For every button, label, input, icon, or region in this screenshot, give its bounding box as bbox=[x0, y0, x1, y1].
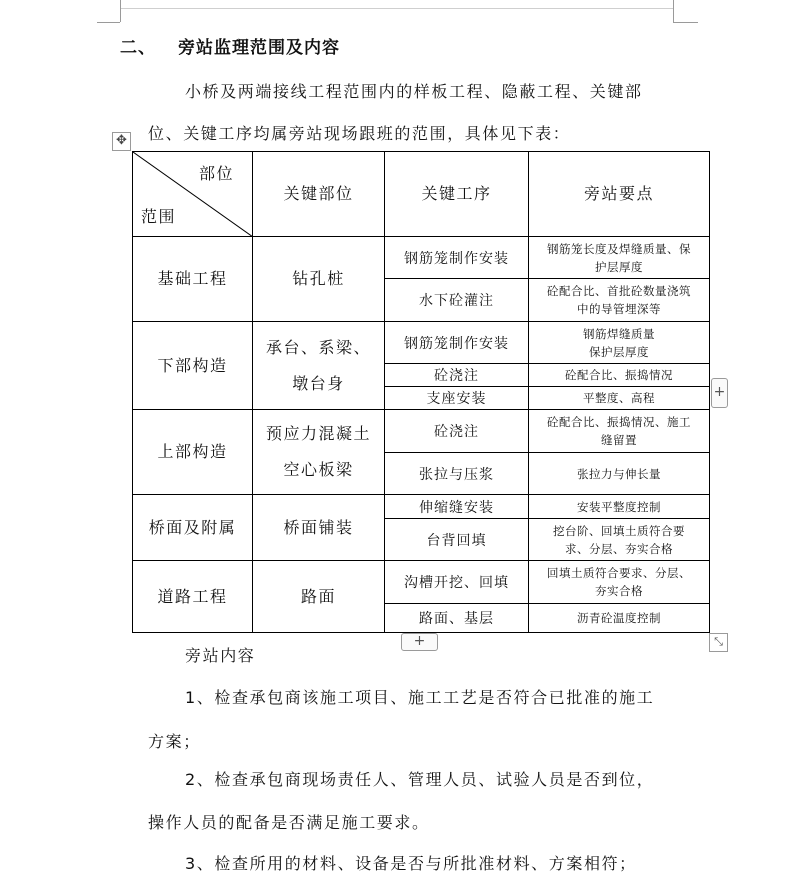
scope-cell: 基础工程 bbox=[133, 237, 253, 322]
part-cell: 桥面铺装 bbox=[253, 495, 385, 561]
points-line: 缝留置 bbox=[601, 433, 637, 447]
points-cell bbox=[529, 519, 710, 561]
points-line: 挖台阶、回填土质符合要 bbox=[553, 523, 685, 538]
points-line: 钢筋笼长度及焊缝质量、保 bbox=[547, 241, 691, 256]
process-cell: 钢筋笼制作安装 bbox=[385, 237, 529, 279]
table-row bbox=[133, 561, 710, 604]
points-cell: 沥青砼温度控制 bbox=[529, 604, 710, 633]
process-cell: 砼浇注 bbox=[385, 410, 529, 453]
part-line: 空心板梁 bbox=[283, 460, 354, 479]
process-cell: 沟槽开挖、回填 bbox=[385, 561, 529, 604]
plus-icon: + bbox=[713, 384, 726, 400]
scope-cell: 桥面及附属 bbox=[133, 495, 253, 561]
points-cell bbox=[529, 322, 710, 364]
part-cell bbox=[253, 322, 385, 410]
points-line: 夯实合格 bbox=[595, 584, 643, 598]
content-title: 旁站内容 bbox=[185, 646, 256, 665]
page-top-rule bbox=[120, 8, 673, 9]
process-cell: 台背回填 bbox=[385, 519, 529, 561]
part-cell bbox=[253, 410, 385, 495]
diagonal-header-cell bbox=[133, 152, 253, 237]
header-points: 旁站要点 bbox=[529, 152, 710, 237]
plus-icon: + bbox=[413, 633, 426, 649]
points-line: 砼配合比、振捣情况、施工 bbox=[547, 415, 691, 429]
part-cell: 钻孔桩 bbox=[253, 237, 385, 322]
points-line: 保护层厚度 bbox=[589, 344, 649, 359]
section-heading bbox=[120, 33, 340, 58]
scope-cell: 下部构造 bbox=[133, 322, 253, 410]
points-cell bbox=[529, 410, 710, 453]
add-column-button[interactable] bbox=[711, 378, 728, 408]
table-row bbox=[133, 237, 710, 279]
resize-glyph: ⤡ bbox=[714, 635, 723, 648]
intro-line-2: 位、关键工序均属旁站现场跟班的范围，具体见下表： bbox=[148, 124, 571, 143]
intro-line-1: 小桥及两端接线工程范围内的样板工程、隐蔽工程、关键部 bbox=[185, 82, 643, 101]
process-cell: 伸缩缝安装 bbox=[385, 495, 529, 519]
process-cell: 钢筋笼制作安装 bbox=[385, 322, 529, 364]
scope-cell: 道路工程 bbox=[133, 561, 253, 633]
points-cell: 砼配合比、振捣情况 bbox=[529, 364, 710, 387]
points-cell bbox=[529, 237, 710, 279]
scope-cell: 上部构造 bbox=[133, 410, 253, 495]
table-row bbox=[133, 410, 710, 453]
points-cell: 平整度、高程 bbox=[529, 387, 710, 410]
part-line: 墩台身 bbox=[292, 373, 345, 393]
part-line: 预应力混凝土 bbox=[265, 424, 371, 443]
page-corner-mark-left bbox=[120, 0, 121, 22]
points-line: 钢筋焊缝质量 bbox=[583, 326, 655, 341]
page-corner-mark-right-h bbox=[673, 22, 698, 23]
points-line: 中的导管埋深等 bbox=[577, 302, 661, 316]
points-line: 求、分层、夯实合格 bbox=[565, 541, 673, 556]
diagonal-resize-icon[interactable] bbox=[709, 633, 728, 652]
move-cross-icon[interactable] bbox=[112, 132, 131, 151]
process-cell: 支座安装 bbox=[385, 387, 529, 410]
item-1-line-2: 方案； bbox=[148, 732, 201, 751]
process-cell: 路面、基层 bbox=[385, 604, 529, 633]
points-cell: 张拉力与伸长量 bbox=[529, 453, 710, 495]
points-cell bbox=[529, 279, 710, 322]
part-line: 承台、系梁、 bbox=[265, 337, 371, 357]
process-cell: 张拉与压浆 bbox=[385, 453, 529, 495]
item-2-line-2: 操作人员的配备是否满足施工要求。 bbox=[148, 813, 430, 832]
corner-label-part: 部位 bbox=[198, 164, 234, 183]
process-cell: 水下砼灌注 bbox=[385, 279, 529, 322]
header-key-part: 关键部位 bbox=[253, 152, 385, 237]
points-cell bbox=[529, 561, 710, 604]
heading-number: 二、 bbox=[120, 38, 156, 58]
add-row-button[interactable] bbox=[401, 633, 438, 651]
table-row bbox=[133, 322, 710, 364]
table-header-row bbox=[133, 152, 710, 237]
supervision-table bbox=[132, 151, 710, 633]
part-cell: 路面 bbox=[253, 561, 385, 633]
page-corner-mark-left-h bbox=[97, 22, 120, 23]
corner-label-scope: 范围 bbox=[141, 207, 177, 226]
page-corner-mark-right bbox=[673, 0, 674, 22]
points-cell: 安装平整度控制 bbox=[529, 495, 710, 519]
process-cell: 砼浇注 bbox=[385, 364, 529, 387]
points-line: 砼配合比、首批砼数量浇筑 bbox=[547, 284, 691, 298]
item-2-line-1: 2、检查承包商现场责任人、管理人员、试验人员是否到位， bbox=[185, 770, 655, 789]
header-key-process: 关键工序 bbox=[385, 152, 529, 237]
table-row bbox=[133, 495, 710, 519]
points-line: 护层厚度 bbox=[595, 259, 643, 274]
points-line: 回填土质符合要求、分层、 bbox=[547, 566, 691, 580]
move-glyph: ✥ bbox=[116, 133, 127, 148]
item-3-line-1: 3、检查所用的材料、设备是否与所批准材料、方案相符； bbox=[185, 854, 637, 873]
heading-title: 旁站监理范围及内容 bbox=[178, 38, 340, 58]
item-1-line-1: 1、检查承包商该施工项目、施工工艺是否符合已批准的施工 bbox=[185, 688, 655, 707]
